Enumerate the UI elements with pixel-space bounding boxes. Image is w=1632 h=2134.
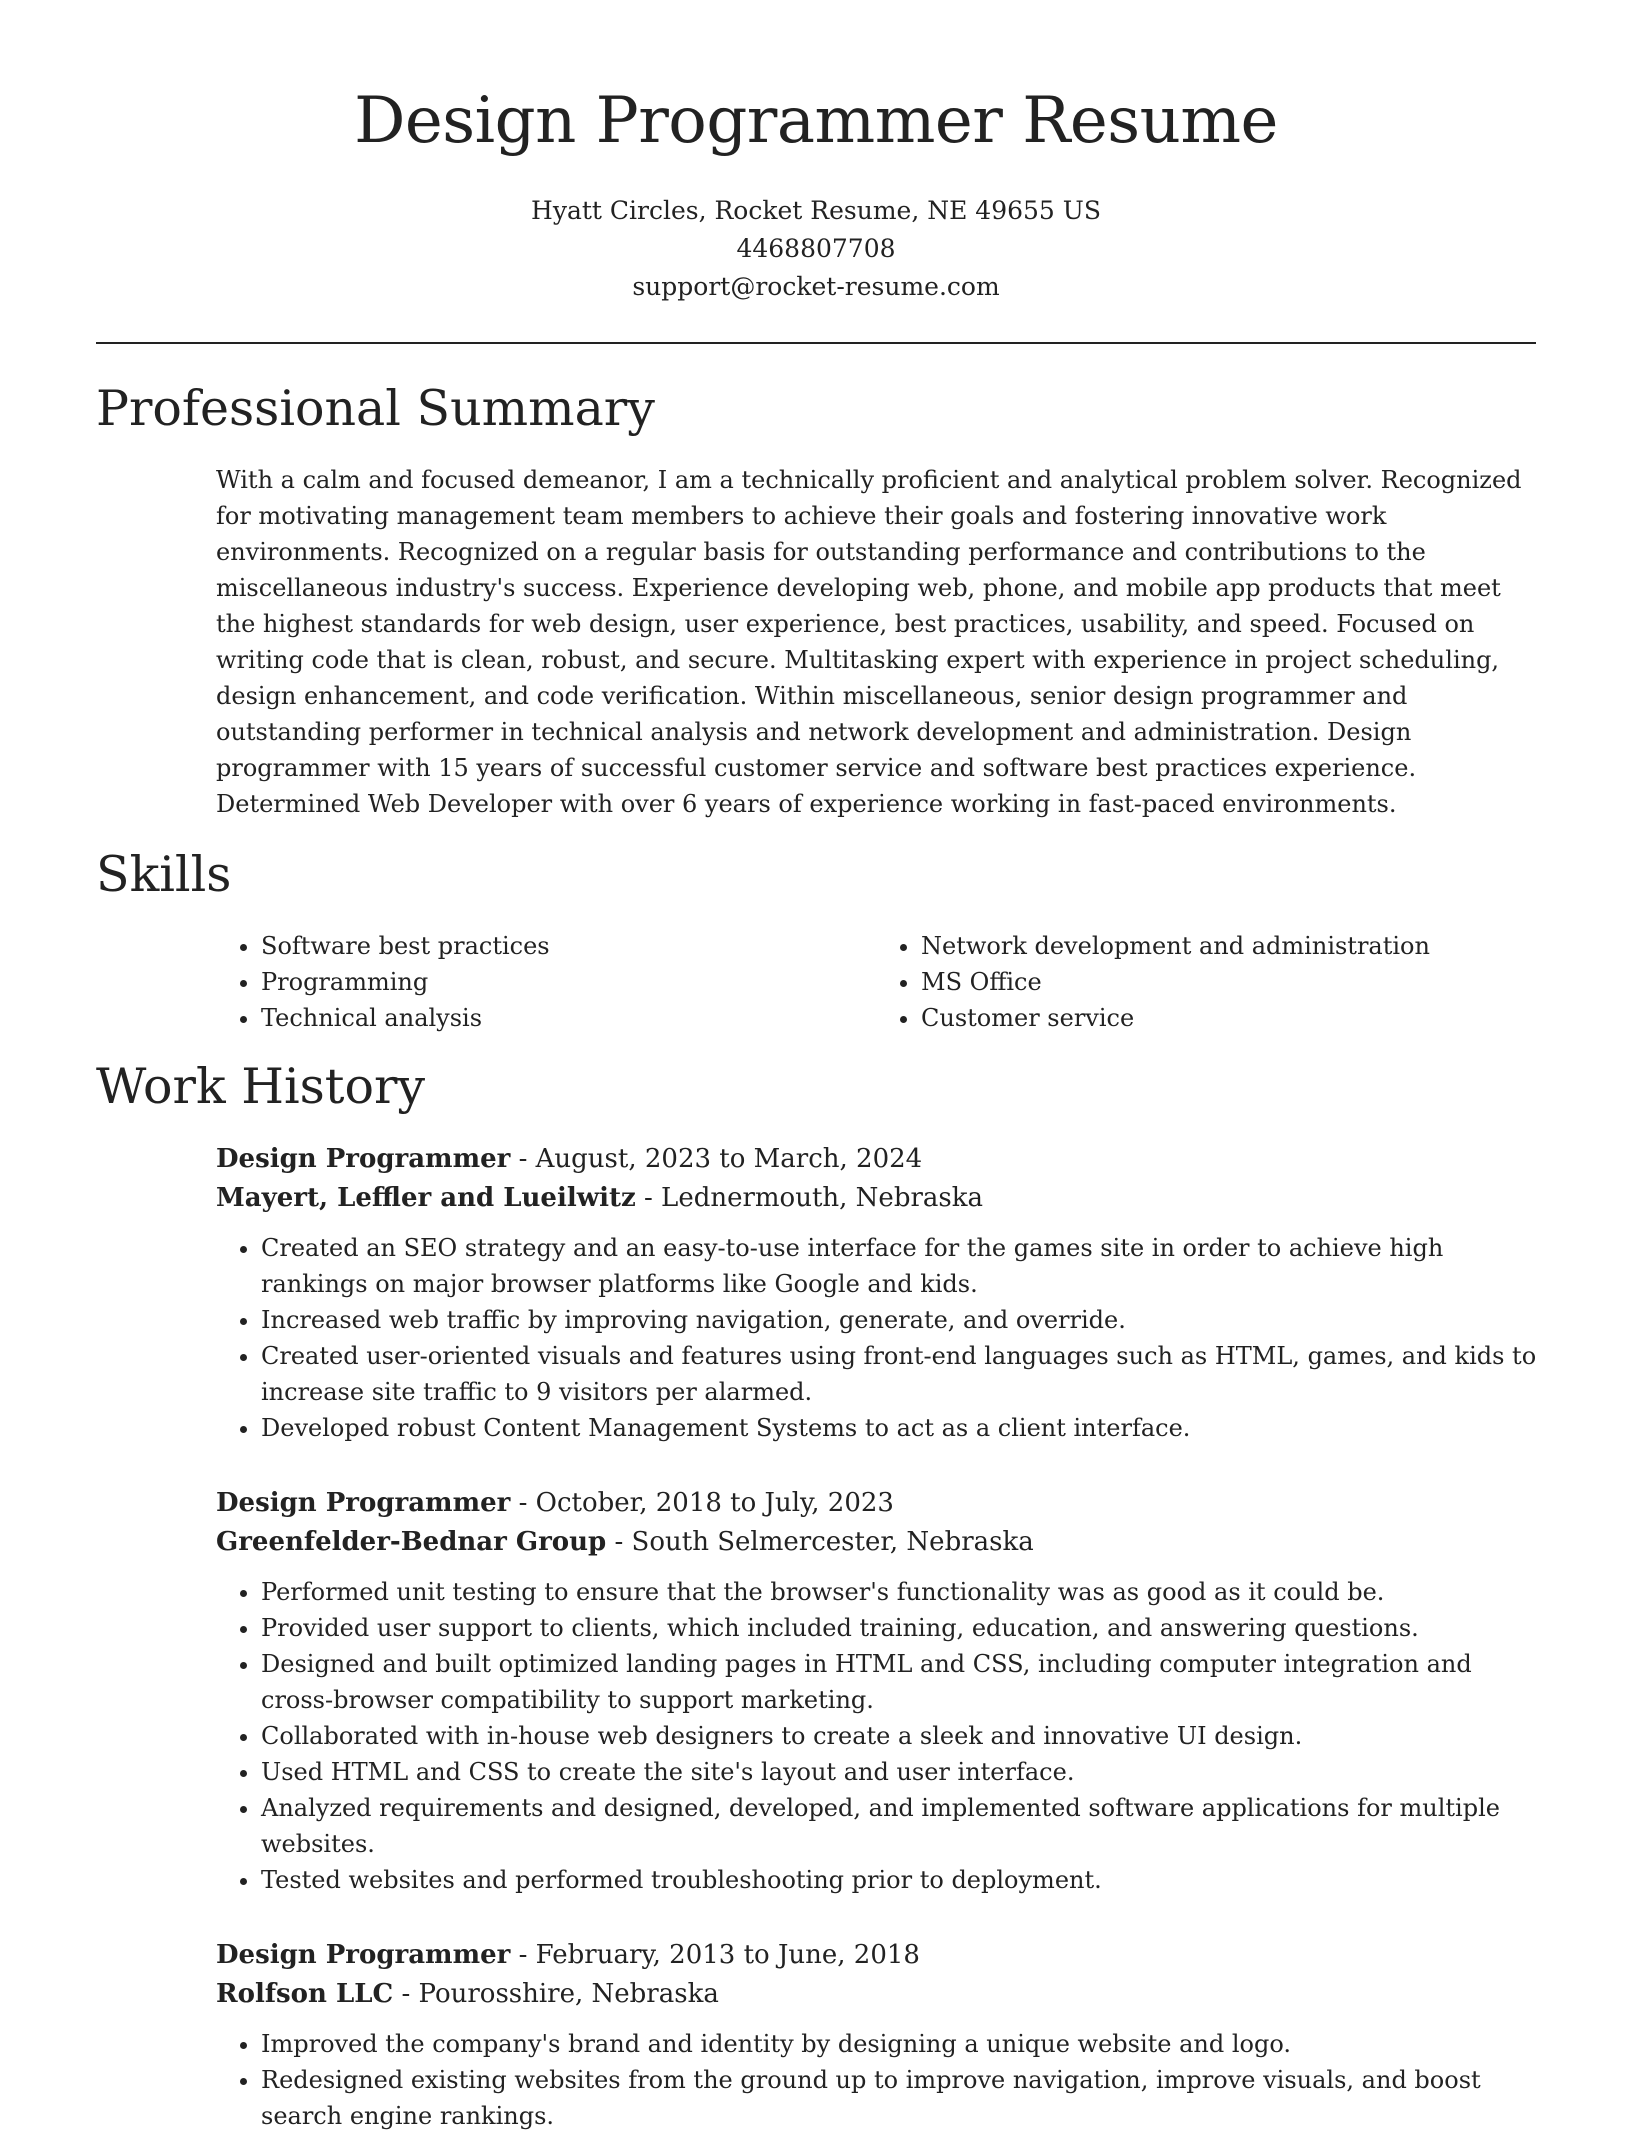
job-bullet: • Improved the company's brand and identity by designing a unique website and logo. xyxy=(261,2026,1546,2062)
job-bullets xyxy=(216,2026,1546,2134)
job-location: - South Selmercester, Nebraska xyxy=(606,1527,1034,1557)
job-bullet: • Tested websites and performed troubleshooting prior to deployment. xyxy=(261,1862,1546,1898)
job-title: Design Programmer xyxy=(216,1940,511,1970)
skills-list xyxy=(216,928,1536,1036)
resume-title: Design Programmer Resume xyxy=(354,84,1278,158)
skill-item: • MS Office xyxy=(921,964,1536,1000)
job-dates: - August, 2023 to March, 2024 xyxy=(510,1144,923,1174)
summary-heading: Professional Summary xyxy=(96,380,655,437)
job-location: - Lednermouth, Nebraska xyxy=(635,1183,983,1213)
job-bullet: • Created user-oriented visuals and features using front-end languages such as HTML, games, and kids to increase site traffic to 9 visitors per alarmed. xyxy=(261,1338,1546,1410)
contact-email: support@rocket-resume.com xyxy=(632,272,1000,301)
contact-block xyxy=(0,192,1632,306)
contact-address: Hyatt Circles, Rocket Resume, NE 49655 US xyxy=(531,196,1101,225)
job-dates: - February, 2013 to June, 2018 xyxy=(510,1940,920,1970)
skills-column-left xyxy=(216,928,876,1036)
job-location: - Pourosshire, Nebraska xyxy=(393,1979,719,2009)
skill-item: • Software best practices xyxy=(261,928,876,964)
job-title-line xyxy=(216,1936,1546,1975)
job-bullet: • Redesigned existing websites from the ground up to improve navigation, improve visuals, and boost search engine rankings. xyxy=(261,2062,1546,2134)
skill-item: • Programming xyxy=(261,964,876,1000)
job-bullet: • Collaborated with in-house web designers to create a sleek and innovative UI design. xyxy=(261,1718,1546,1754)
job-bullet: • Provided user support to clients, which included training, education, and answering questions. xyxy=(261,1610,1546,1646)
skill-item: • Customer service xyxy=(921,1000,1536,1036)
skill-item: • Technical analysis xyxy=(261,1000,876,1036)
job-title-line xyxy=(216,1140,1546,1179)
contact-phone: 4468807708 xyxy=(736,234,896,263)
job-bullet: • Performed unit testing to ensure that the browser's functionality was as good as it could be. xyxy=(261,1574,1546,1610)
job-company: Mayert, Leffler and Lueilwitz xyxy=(216,1183,636,1213)
header-divider xyxy=(96,342,1536,344)
job-bullet: • Analyzed requirements and designed, developed, and implemented software applications for multiple websites. xyxy=(261,1790,1546,1862)
job-bullet: • Developed robust Content Management Systems to act as a client interface. xyxy=(261,1410,1546,1446)
job-entry xyxy=(216,1484,1546,1898)
job-title-line xyxy=(216,1484,1546,1523)
job-company-line xyxy=(216,1179,1546,1218)
job-company: Rolfson LLC xyxy=(216,1979,394,2009)
job-company-line xyxy=(216,1975,1546,2014)
skills-column-right xyxy=(876,928,1536,1036)
skills-heading: Skills xyxy=(96,846,232,903)
work-history-heading: Work History xyxy=(96,1058,426,1115)
summary-text: With a calm and focused demeanor, I am a technically proficient and analytical problem solver. Recognized for motivating management team members to achieve their goals and fostering innovative work environments. Recognized on a regular basis for outstanding performance and contributions to the miscellaneous industry's success. Experience developing web, phone, and mobile app products that meet the highest standards for web design, user experience, best practices, usability, and speed. Focused on writing code that is clean, robust, and secure. Multitasking expert with experience in project scheduling, design enhancement, and code verification. Within miscellaneous, senior design programmer and outstanding performer in technical analysis and network development and administration. Design programmer with 15 years of successful customer service and software best practices experience. Determined Web Developer with over 6 years of experience working in fast-paced environments. xyxy=(216,466,1522,818)
job-company-line xyxy=(216,1523,1546,1562)
job-bullet: • Used HTML and CSS to create the site's layout and user interface. xyxy=(261,1754,1546,1790)
job-title: Design Programmer xyxy=(216,1144,511,1174)
job-bullet: • Created an SEO strategy and an easy-to-use interface for the games site in order to achieve high rankings on major browser platforms like Google and kids. xyxy=(261,1230,1546,1302)
job-dates: - October, 2018 to July, 2023 xyxy=(510,1488,894,1518)
skill-item: • Network development and administration xyxy=(921,928,1536,964)
job-entry xyxy=(216,1936,1546,2134)
job-bullets xyxy=(216,1574,1546,1898)
job-bullet: • Designed and built optimized landing pages in HTML and CSS, including computer integration and cross-browser compatibility to support marketing. xyxy=(261,1646,1546,1718)
job-title: Design Programmer xyxy=(216,1488,511,1518)
job-company: Greenfelder-Bednar Group xyxy=(216,1527,607,1557)
job-bullets xyxy=(216,1230,1546,1446)
job-bullet: • Increased web traffic by improving navigation, generate, and override. xyxy=(261,1302,1546,1338)
job-entry xyxy=(216,1140,1546,1446)
